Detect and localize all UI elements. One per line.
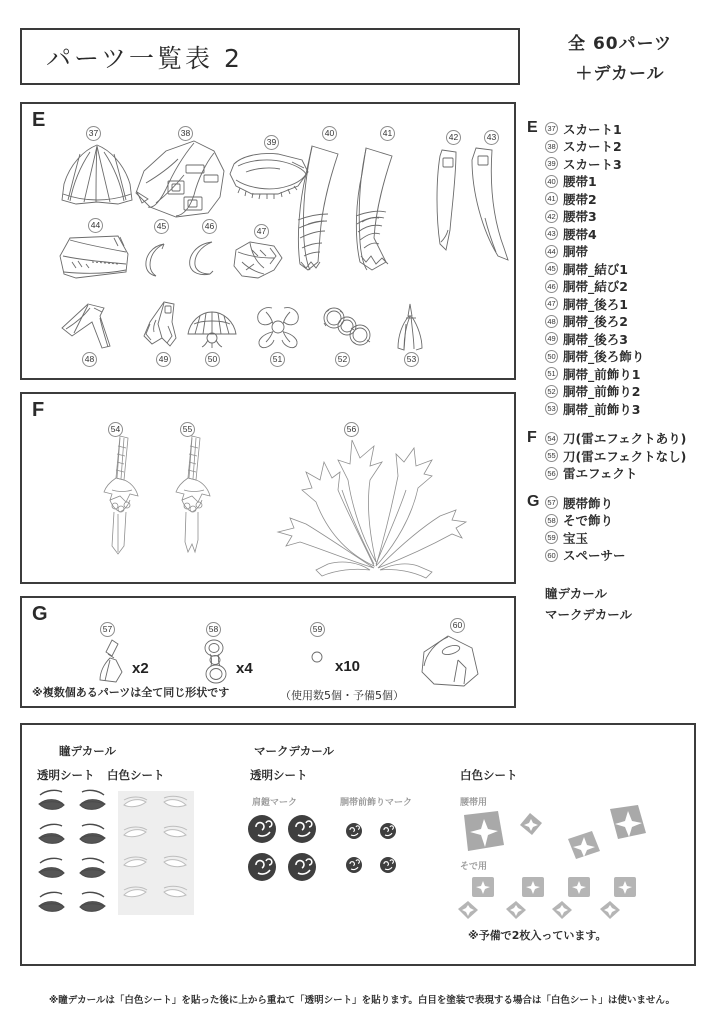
part-number-57: 57 — [100, 622, 115, 637]
list-item-label: そで飾り — [563, 513, 614, 529]
part-number-58: 58 — [206, 622, 221, 637]
list-item — [545, 447, 722, 465]
part-number-54: 54 — [108, 422, 123, 437]
list-item-label: 胴帯_前飾り3 — [563, 401, 641, 417]
list-item-number: 53 — [545, 402, 558, 415]
part-shape-48 — [58, 302, 118, 350]
list-item-number: 41 — [545, 192, 558, 205]
list-item-label: 宝玉 — [563, 530, 589, 546]
list-item-number: 38 — [545, 140, 558, 153]
part-number-53: 53 — [404, 352, 419, 367]
sleeve-mark-decals — [450, 873, 650, 927]
list-item — [545, 383, 722, 401]
list-item — [545, 547, 722, 565]
part-number-40: 40 — [322, 126, 337, 141]
list-extra-eye-decal: 瞳デカール — [545, 586, 608, 601]
total-decal-text: ＋デカール — [575, 63, 665, 84]
part-number-37: 37 — [86, 126, 101, 141]
list-item-label: 雷エフェクト — [563, 466, 638, 482]
panel-e — [20, 102, 516, 380]
part-shape-43 — [466, 146, 514, 266]
multi-parts-note: ※複数個あるパーツは全て同じ形状です — [32, 686, 230, 699]
page-title: パーツ一覧表 2 — [46, 43, 243, 73]
list-item-number: 54 — [545, 432, 558, 445]
shoulder-mark-label: 肩鎧マーク — [252, 798, 298, 808]
list-item — [545, 348, 722, 366]
part-shape-55 — [172, 434, 222, 556]
eye-decal-clear-sheet — [36, 787, 108, 927]
panel-f-letter: F — [32, 399, 45, 421]
list-item — [545, 430, 722, 448]
list-item-label: スカート2 — [563, 139, 622, 155]
list-group-f — [527, 430, 722, 483]
list-item-number: 50 — [545, 350, 558, 363]
list-item-label: 胴帯_後ろ3 — [563, 331, 628, 347]
list-item-label: 胴帯_後ろ飾り — [563, 349, 645, 365]
part-shape-58 — [200, 638, 230, 686]
part-shape-51 — [252, 304, 304, 350]
part-number-38: 38 — [178, 126, 193, 141]
part-shape-40 — [294, 144, 354, 274]
part-shape-60 — [414, 634, 484, 690]
list-item — [545, 295, 722, 313]
list-item-label: スカート1 — [563, 121, 622, 137]
front-ornament-mark-label: 胴帯前飾りマーク — [340, 798, 413, 808]
front-ornament-mark-decals — [344, 821, 416, 881]
shoulder-mark-decals — [246, 813, 326, 885]
part-shape-54 — [100, 434, 150, 556]
part-number-41: 41 — [380, 126, 395, 141]
list-extra-mark-decal: マークデカール — [545, 607, 633, 622]
spare-note: （使用数5個・予備5個） — [280, 689, 404, 702]
part-shape-53 — [392, 302, 428, 352]
list-item-label: 腰帯飾り — [563, 495, 614, 511]
part-qty-59: x10 — [335, 658, 361, 675]
part-number-45: 45 — [154, 219, 169, 234]
spare-sheet-note: ※予備で2枚入っています。 — [468, 929, 607, 942]
list-item — [545, 365, 722, 383]
eye-clear-sheet-label: 透明シート — [37, 768, 95, 782]
list-item-number: 56 — [545, 467, 558, 480]
eye-decal-white-sheet — [118, 791, 194, 915]
list-item-number: 60 — [545, 549, 558, 562]
panel-decal — [20, 723, 696, 966]
part-shape-44 — [56, 234, 134, 282]
waist-use-label: 腰帯用 — [460, 798, 488, 808]
list-group-g — [527, 494, 722, 564]
list-item — [545, 465, 722, 483]
list-item-number: 55 — [545, 449, 558, 462]
list-item-number: 37 — [545, 122, 558, 135]
list-item — [545, 225, 722, 243]
list-item — [545, 173, 722, 191]
eye-white-sheet-label: 白色シート — [107, 768, 165, 782]
list-item — [545, 243, 722, 261]
list-item-label: スカート3 — [563, 156, 622, 172]
part-number-49: 49 — [156, 352, 171, 367]
list-item — [545, 278, 722, 296]
list-item-label: 胴帯 — [563, 244, 589, 260]
list-item-label: スペーサー — [563, 548, 626, 564]
eye-decal-title: 瞳デカール — [59, 744, 117, 758]
list-item-label: 腰帯3 — [563, 209, 597, 225]
list-item-label: 刀(雷エフェクトあり) — [563, 431, 687, 447]
part-number-52: 52 — [335, 352, 350, 367]
part-shape-49 — [138, 300, 182, 352]
part-shape-47 — [230, 240, 286, 282]
part-number-60: 60 — [450, 618, 465, 633]
list-item-number: 44 — [545, 245, 558, 258]
list-item-label: 腰帯2 — [563, 191, 597, 207]
mark-white-sheet-label: 白色シート — [460, 768, 518, 782]
part-number-42: 42 — [446, 130, 461, 145]
list-item-number: 49 — [545, 332, 558, 345]
total-parts-text: 全 60パーツ — [568, 34, 672, 54]
list-item-number: 45 — [545, 262, 558, 275]
list-item-label: 胴帯_前飾り1 — [563, 366, 641, 382]
footer-note: ※瞳デカールは「白色シート」を貼った後に上から重ねて「透明シート」を貼ります。白目を塗装で表現する場合は「白色シート」は使いません。 — [49, 995, 675, 1006]
list-group-f-letter: F — [527, 428, 537, 446]
part-number-39: 39 — [264, 135, 279, 150]
list-item-number: 59 — [545, 531, 558, 544]
list-item — [545, 260, 722, 278]
list-item — [545, 400, 722, 418]
sleeve-use-label: そで用 — [460, 862, 488, 872]
total-count-block — [530, 30, 710, 90]
list-item-number: 57 — [545, 496, 558, 509]
list-item-label: 腰帯4 — [563, 226, 597, 242]
list-item-number: 40 — [545, 175, 558, 188]
part-number-51: 51 — [270, 352, 285, 367]
part-shape-57 — [96, 638, 128, 684]
list-item-number: 48 — [545, 315, 558, 328]
part-number-43: 43 — [484, 130, 499, 145]
list-item-label: 胴帯_後ろ1 — [563, 296, 628, 312]
part-shape-38 — [132, 137, 232, 219]
mark-decal-title: マークデカール — [254, 744, 335, 758]
mark-clear-sheet-label: 透明シート — [250, 768, 308, 782]
part-number-48: 48 — [82, 352, 97, 367]
parts-name-list — [527, 120, 722, 626]
list-item-label: 胴帯_結び2 — [563, 279, 628, 295]
list-item — [545, 529, 722, 547]
part-shape-45 — [142, 240, 172, 278]
part-qty-58: x4 — [236, 660, 253, 677]
part-number-56: 56 — [344, 422, 359, 437]
list-item-label: 胴帯_結び1 — [563, 261, 628, 277]
list-item-number: 47 — [545, 297, 558, 310]
list-item — [545, 208, 722, 226]
list-item — [545, 512, 722, 530]
list-item-number: 39 — [545, 157, 558, 170]
panel-e-letter: E — [32, 109, 46, 131]
list-item — [545, 155, 722, 173]
list-item-label: 刀(雷エフェクトなし) — [563, 448, 687, 464]
part-shape-46 — [186, 238, 222, 278]
list-item-label: 腰帯1 — [563, 174, 597, 190]
part-number-46: 46 — [202, 219, 217, 234]
list-item-label: 胴帯_後ろ2 — [563, 314, 628, 330]
list-item-number: 51 — [545, 367, 558, 380]
part-shape-59 — [308, 648, 326, 666]
page-title-box — [20, 28, 520, 85]
part-number-50: 50 — [205, 352, 220, 367]
list-item — [545, 138, 722, 156]
part-shape-56 — [266, 432, 466, 578]
list-item — [545, 330, 722, 348]
list-item — [545, 190, 722, 208]
panel-g-letter: G — [32, 603, 48, 625]
part-number-59: 59 — [310, 622, 325, 637]
part-shape-42 — [432, 148, 468, 258]
part-shape-52 — [320, 306, 374, 348]
panel-f — [20, 392, 516, 584]
list-item-number: 43 — [545, 227, 558, 240]
list-item-number: 42 — [545, 210, 558, 223]
part-shape-50 — [186, 306, 238, 350]
part-number-47: 47 — [254, 224, 269, 239]
panel-g — [20, 596, 516, 708]
part-number-44: 44 — [88, 218, 103, 233]
list-group-g-letter: G — [527, 493, 540, 510]
list-item-number: 46 — [545, 280, 558, 293]
list-item — [545, 494, 722, 512]
list-item — [545, 120, 722, 138]
list-item-label: 胴帯_前飾り2 — [563, 384, 641, 400]
list-item-number: 52 — [545, 385, 558, 398]
list-group-e-letter: E — [527, 119, 538, 136]
list-group-e — [527, 120, 722, 418]
list-item-number: 58 — [545, 514, 558, 527]
part-number-55: 55 — [180, 422, 195, 437]
part-qty-57: x2 — [132, 660, 149, 677]
part-shape-41 — [352, 144, 414, 276]
part-shape-37 — [54, 142, 140, 208]
list-item — [545, 313, 722, 331]
